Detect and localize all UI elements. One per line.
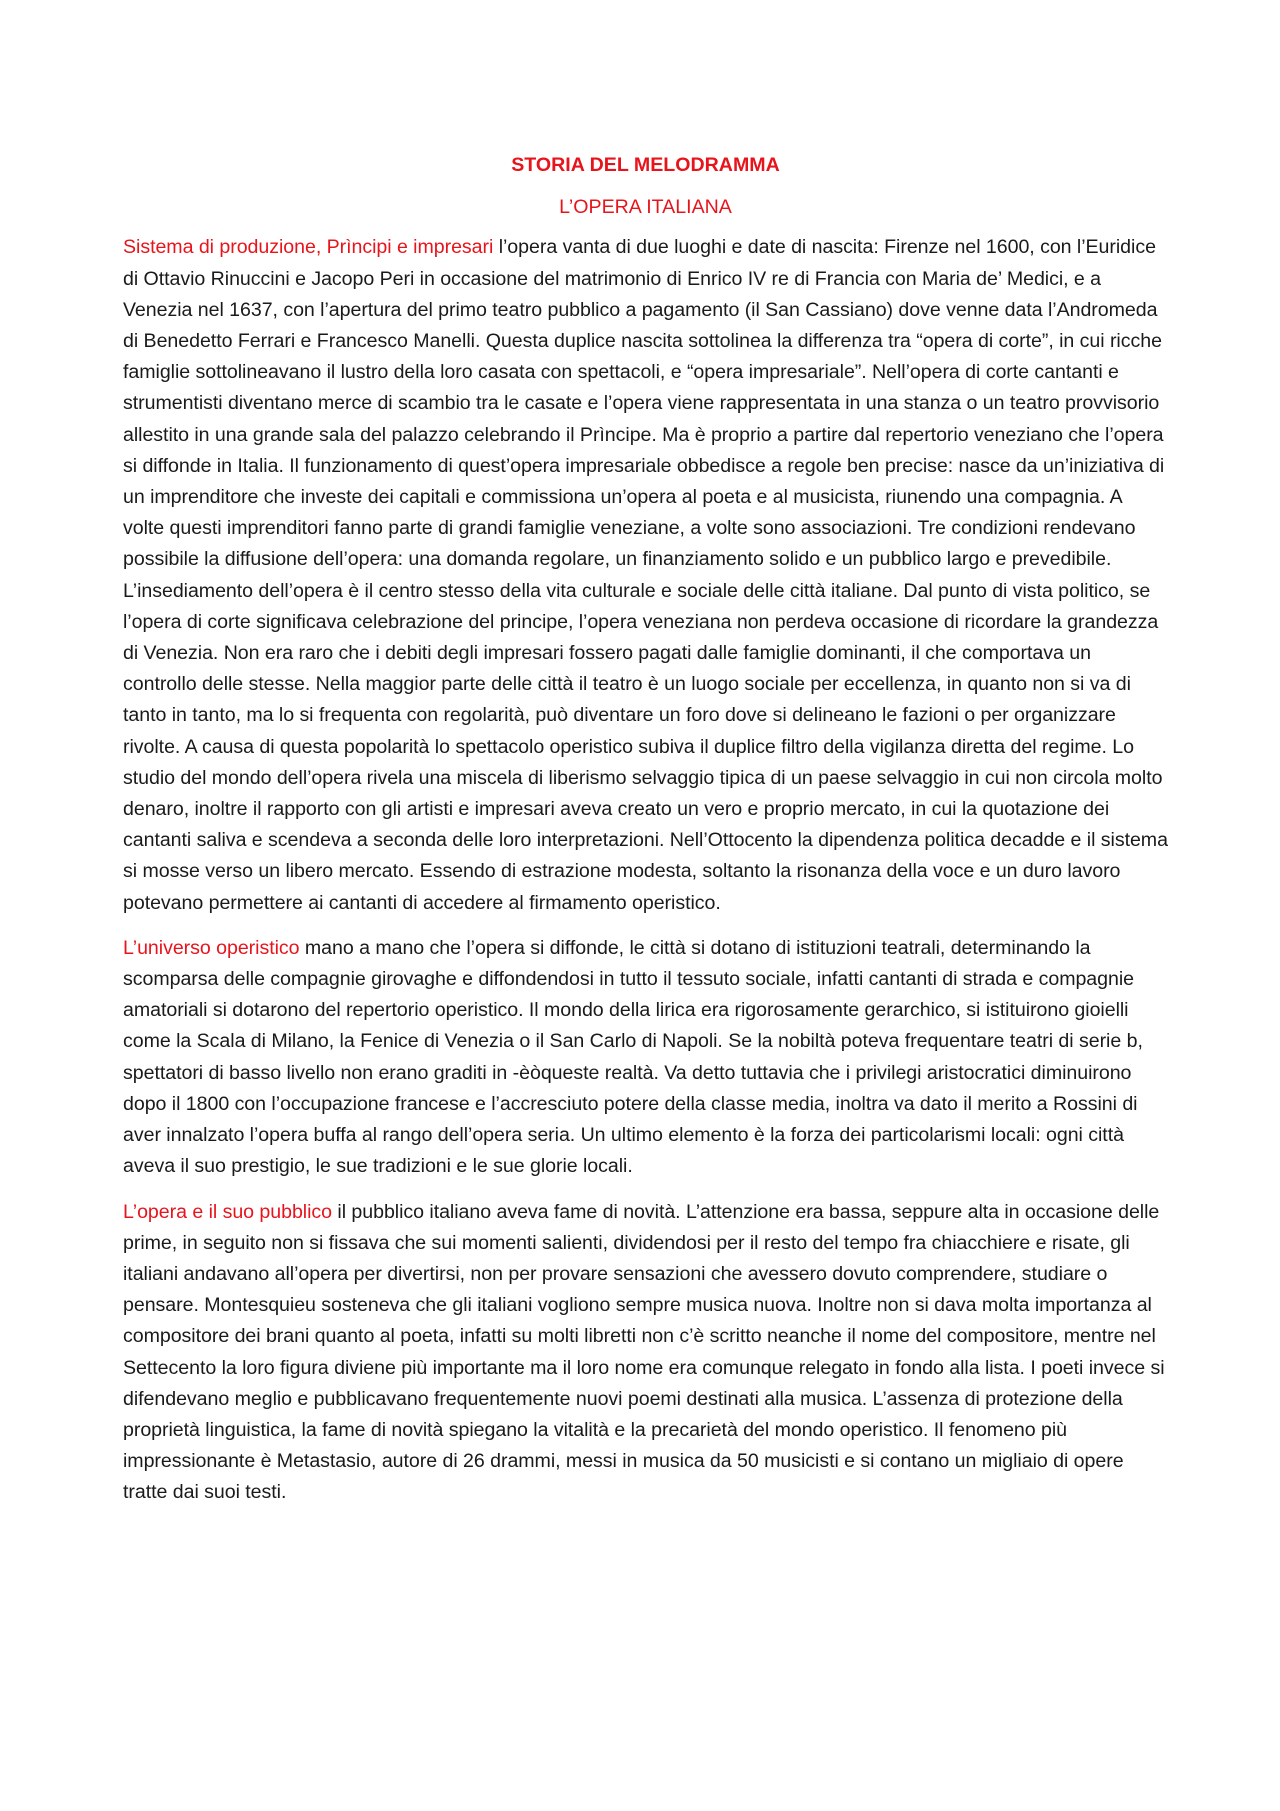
section-pubblico bbox=[123, 1197, 1168, 1509]
section-heading: Sistema di produzione, Prìncipi e impresari bbox=[123, 236, 494, 259]
section-body: mano a mano che l’opera si diffonde, le città si dotano di istituzioni teatrali, determinando la scomparsa delle compagnie girovaghe e diffondendosi in tutto il tessuto sociale, infatti cantanti di strada e compagnie amatoriali si dotarono del repertorio operistico. Il mondo della lirica era rigorosamente gerarchico, si istituirono gioielli come la Scala di Milano, la Fenice di Venezia o il San Carlo di Napoli. Se la nobiltà poteva frequentare teatri di serie b, spettatori di basso livello non erano graditi in -èòqueste realtà. Va detto tuttavia che i privilegi aristocratici diminuirono dopo il 1800 con l’occupazione francese e l’accresciuto potere della classe media, inoltra va dato il merito a Rossini di aver innalzato l’opera buffa al rango dell’opera seria. Un ultimo elemento è la forza dei particolarismi locali: ogni città aveva il suo prestigio, le sue tradizioni e le sue glorie locali. bbox=[123, 936, 1143, 1178]
section-body: l’opera vanta di due luoghi e date di nascita: Firenze nel 1600, con l’Euridice di Ottavio Rinuccini e Jacopo Peri in occasione del matrimonio di Enrico IV re di Francia con Maria de’ Medici, e a Venezia nel 1637, con l’apertura del primo teatro pubblico a pagamento (il San Cassiano) dove venne data l’Andromeda di Benedetto Ferrari e Francesco Manelli. Questa duplice nascita sottolinea la differenza tra “opera di corte”, in cui ricche famiglie sottolineavano il lustro della loro casata con spettacoli, e “opera impresariale”. Nell’opera di corte cantanti e strumentisti diventano merce di scambio tra le casate e l’opera viene rappresentata in una stanza o un teatro provvisorio allestito in una grande sala del palazzo celebrando il Prìncipe. Ma è proprio a partire dal repertorio veneziano che l’opera si diffonde in Italia. Il funzionamento di quest’opera impresariale obbedisce a regole ben precise: nasce da un’iniziativa di un imprenditore che investe dei capitali e commissiona un’opera al poeta e al musicista, riunendo una compagnia. A volte questi imprenditori fanno parte di grandi famiglie veneziane, a volte sono associazioni. Tre condizioni rendevano possibile la diffusione dell’opera: una domanda regolare, un finanziamento solido e un pubblico largo e prevedibile. L’insediamento dell’opera è il centro stesso della vita culturale e sociale delle città italiane. Dal punto di vista politico, se l’opera di corte significava celebrazione del principe, l’opera veneziana non perdeva occasione di ricordare la grandezza di Venezia. Non era raro che i debiti degli impresari fossero pagati dalle famiglie dominanti, il che comportava un controllo delle stesse. Nella maggior parte delle città il teatro è un luogo sociale per eccellenza, in quanto non si va di tanto in tanto, ma lo si frequenta con regolarità, può diventare un foro dove si delineano le fazioni o per organizzare rivolte. A causa di questa popolarità lo spettacolo operistico subiva il duplice filtro della vigilanza diretta del regime. Lo studio del mondo dell’opera rivela una miscela di liberismo selvaggio tipica di un paese selvaggio in cui non circola molto denaro, inoltre il rapporto con gli artisti e impresari aveva creato un vero e proprio mercato, in cui la quotazione dei cantanti saliva e scendeva a seconda delle loro interpretazioni. Nell’Ottocento la dipendenza politica decadde e il sistema si mosse verso un libero mercato. Essendo di estrazione modesta, soltanto la risonanza della voce e un duro lavoro potevano permettere ai cantanti di accedere al firmamento operistico. bbox=[123, 236, 1168, 914]
section-body: il pubblico italiano aveva fame di novità. L’attenzione era bassa, seppure alta in occasione delle prime, in seguito non si fissava che sui momenti salienti, dividendosi per il resto del tempo fra chiacchiere e risate, gli italiani andavano all’opera per divertirsi, non per provare sensazioni che avessero dovuto comprendere, studiare o pensare. Montesquieu sosteneva che gli italiani vogliono sempre musica nuova. Inoltre non si dava molta importanza al compositore dei brani quanto al poeta, infatti su molti libretti non c’è scritto neanche il nome del compositore, mentre nel Settecento la loro figura diviene più importante ma il loro nome era comunque relegato in fondo alla lista. I poeti invece si difendevano meglio e pubblicavano frequentemente nuovi poemi destinati alla musica. L’assenza di protezione della proprietà linguistica, la fame di novità spiegano la vitalità e la precarietà del mondo operistico. Il fenomeno più impressionante è Metastasio, autore di 26 drammi, messi in musica da 50 musicisti e si contano un migliaio di opere tratte dai suoi testi. bbox=[123, 1200, 1165, 1504]
document-subtitle: L’OPERA ITALIANA bbox=[559, 196, 732, 219]
section-heading: L’universo operistico bbox=[123, 936, 300, 959]
section-produzione bbox=[123, 232, 1168, 918]
section-heading: L’opera e il suo pubblico bbox=[123, 1200, 332, 1223]
document-page bbox=[123, 150, 1168, 1523]
section-universo bbox=[123, 933, 1168, 1183]
document-title: STORIA DEL MELODRAMMA bbox=[511, 154, 780, 176]
